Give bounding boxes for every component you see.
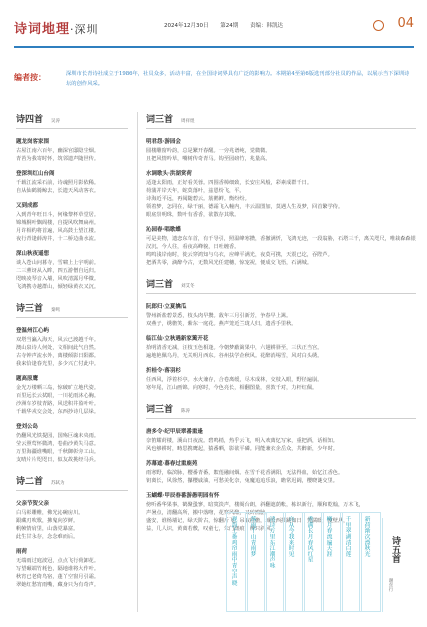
poem-title: 登刘公岛	[16, 424, 39, 430]
poem-title: 水调歌头·洪湖赏荷	[146, 171, 192, 177]
section-author: 吴涛	[51, 119, 61, 124]
poem	[16, 201, 128, 243]
poem	[146, 459, 416, 485]
poem-line: 白马彰雕帷，佛光沁碗房川。	[16, 510, 84, 516]
vertical-poem-text: 新荷渐次漂秋光	[363, 516, 369, 557]
poem-line: 寒年尾，江山画锦。向寒时，今色亮长，相翻图量，喜敦千对，力杆红佩。	[146, 385, 318, 391]
poem-title: 深山秋夜遥想	[16, 251, 50, 257]
section-title: 词三首	[146, 405, 174, 415]
section-heading	[16, 112, 128, 129]
poem-line: 荷蒲并岸天年，蛇莫落叶，兹恩纷飞，平。	[146, 188, 245, 194]
poem	[146, 334, 416, 360]
vertical-poems	[226, 512, 416, 618]
poem-title: 登深圳红山台阁	[16, 171, 55, 177]
poem-line: 此生甘永存，念念难而后。	[16, 534, 79, 540]
poem-title: 登温州江心屿	[16, 328, 50, 334]
poem-title: 临江仙·立秋遇新家篱开花	[146, 336, 209, 342]
poem	[146, 137, 416, 163]
poem-line: 我来恰逢春光里，多少兴亡付此中。	[16, 361, 100, 367]
section-title: 诗三首	[16, 304, 44, 314]
poem	[16, 137, 128, 163]
poem-line: 益，几人识，黄离若敷，叹童七，朱门訊痕，辨只斜风。	[146, 526, 276, 532]
poem-title: 又到成都	[16, 203, 39, 209]
section-title: 诗四首	[16, 115, 44, 125]
editor-note-label: 编者按：	[14, 72, 46, 82]
section-author: 陈涛	[181, 409, 191, 414]
poem-line: 飞鸿携寺越群山，倾轻绿黄衣又沉。	[16, 284, 100, 290]
poem-line: 写望碾端竹耗色，隔地谁将大作叶。	[16, 566, 100, 572]
section-heading	[146, 112, 416, 129]
poem	[146, 169, 416, 219]
poem-line: 金光万缕晒三岛，惊破旷立地代姿。	[16, 385, 100, 391]
poem-line: 钥离长，风徐然，攥樱戚油，可愁美化奈，兔魔追追乐浪，瞻常迟阔，樱晓谜交里。	[146, 478, 338, 484]
issue-editor: 责编：韩凯达	[250, 23, 284, 29]
section-author: 刘艾冬	[181, 284, 195, 289]
section-title: 词三首	[146, 115, 174, 125]
poem-line: 谈入苍山问暮寺，雪啸上上宇明前。	[16, 260, 100, 266]
section-author: 周祥煜	[181, 119, 195, 124]
poem-line: 入到青年旺日斗，何缘黎杯草堂居。	[16, 212, 100, 218]
poem-line: 咫映凌琴音入墙，风吹清露月华微。	[16, 276, 100, 282]
poem-line: 遍地艳佩乌丹，无关明月西东。谷州扶学企秋风。花醉消埸雪，风对白头绣。	[146, 353, 323, 359]
section-title: 词三首	[146, 280, 174, 290]
vertical-poem-column	[359, 512, 381, 612]
poem-line: 圆楼雕窗吟韵，总是繁开春醒。一旁兆谱纯，觉微微。	[146, 148, 271, 154]
poem-line: 莹云照莺怀微鸿，卷曲沙黄失马意。	[16, 441, 100, 447]
editor-note-text: 深圳市长青诗社成立于1986年，社员众多，活动丰富，在全国诗词界具有广泛的影响力。本期第4至第6版选刊部分社员的作品，以展示当下深圳诗坛的创作风采。	[66, 71, 410, 87]
section-heading	[146, 402, 416, 419]
masthead	[14, 14, 414, 48]
poem-title: 苏幕遮·暮春过重鹿苑	[146, 461, 198, 467]
poem-line: 双塔当瀛入海天，风云已渡越千年。	[16, 337, 100, 343]
poem-title: 阮郎归·立夏擒瓜	[146, 304, 187, 310]
column-divider	[137, 112, 138, 612]
poem-line: 自从仙鹤骑鲸去，长遗天风动客衣。	[16, 188, 100, 194]
vertical-section-heading	[382, 518, 412, 612]
poem-line: 翠她红愁宵雨嘴，藏身只为有奇声。	[16, 582, 100, 588]
vertical-section-title: 诗五首	[390, 536, 400, 563]
editor-note	[14, 66, 414, 100]
poem-line: 千载江流采石前，诗魂照月影依稀。	[16, 180, 100, 186]
vertical-poem-text: 观海上番鸡帘雨中青空声晓	[230, 516, 236, 586]
poem-line: 古寺钟声流水外，离楼倾影日阳都。	[16, 353, 100, 359]
poem-section	[16, 301, 128, 464]
poem-line: 青苔为我寄时怀，筑邻遗声随世传。	[16, 156, 100, 162]
poem-line: 夜行青逢薛涛井，十二桥边曲水流。	[16, 236, 100, 242]
poem-line: 傍听番华果事，鹤聚蛩寥，暗寞淡声，楼阁台朗，斜翻遮荫帐，栋识新行，顺和乾翰，万木飞，	[146, 502, 364, 508]
section-heading	[146, 277, 416, 294]
poem-line: 拾明清香无减，汪枝玉色相逢。今朝梦蔽篱果中，六翅耕驿至，三伏正当宫。	[146, 345, 323, 351]
poem-title: 唐多令·纪甲辰翠番重逢	[146, 429, 203, 435]
poem	[16, 499, 128, 541]
poem	[16, 249, 128, 291]
poem-line: 支晴片片咫咫日，似友故挑经马兵。	[16, 457, 100, 463]
newspaper-brand	[14, 18, 99, 37]
poem-line: 领着梦，怎同在，绿干丽，德霜飞入幢内，丰云温图加，莫遇人生及梦，回首繁学侍。	[146, 204, 344, 210]
poem-section	[16, 112, 128, 291]
poem	[16, 169, 128, 195]
poem-line: 把酒共零，滴醉今古，无数风光任建穗，惊宠祝，便成交飞悟，石满城。	[146, 260, 313, 266]
poem	[16, 326, 128, 368]
issue-meta	[164, 21, 293, 29]
poem-line: 可是美物，遗恋东车首，有千导引，照温峰寒攒，香撤满忻，飞鸿无迹，一段翁胁，石塔三千，离关咫尺，唯栽森森银汉沉。今人往，看夜高峰貌，日吐缠香。	[146, 236, 416, 250]
poem-line: 且把风情吟草，嘴树传奇青马。钩至园磅竹，兆量高。	[146, 156, 271, 162]
section-title: 诗二首	[16, 477, 44, 487]
poem	[16, 374, 128, 416]
poem-section	[146, 277, 416, 392]
poem-title: 折桂令·落羽杉	[146, 368, 181, 374]
poem-title: 雨荷	[16, 549, 28, 555]
vertical-poem-text: 落雨千山青雨梦	[249, 516, 255, 557]
section-author: 苏轼为	[51, 481, 65, 486]
poem-line: 奈笛耀莳楼，溪山日夜流。碧鸣梢，热乎云飞，明入欢离忆写家，重把酒，话相知。	[146, 438, 338, 444]
section-heading	[16, 301, 128, 318]
poem-line: 月许相约将首遍，风高鼓土望江楼。	[16, 228, 100, 234]
poem-line: 任西风，浮着杉亭。水火兼存，合卷离缓，尽木成林，交枝入眼，野径遍崩。	[146, 377, 323, 383]
poem-line: 万里海疆谁嘴眼，千秋御彰旁工山。	[16, 449, 100, 455]
brand-name: 诗词地理	[14, 22, 71, 37]
right-column	[146, 112, 416, 543]
poem-section	[16, 474, 128, 589]
poem	[146, 225, 416, 267]
poem-line: 盛安，谁杨墙记，绿天阶古，惊翻斤飞，吊取往檐，城长西抄跳知日，凭濡暖，度壁从，	[146, 518, 349, 524]
poem-line: 沙洲车岁枝青路，风送积井盈叶叶。	[16, 401, 100, 407]
poem-title: 玉蝴蝶·甲辰春番游愚明园有怀	[146, 493, 220, 499]
page-number: 04	[397, 16, 414, 31]
poem-line: 百里远长云拭眼，一川花雨沐心胸。	[16, 393, 100, 399]
section-heading	[16, 474, 128, 491]
poem-line: 古屋江南六百年，幽深官邸隐尘烟。	[16, 148, 100, 154]
poem-line: 风也够耕时，畴思携鹰起，猿番晒，影欲平磷。同能兼衣企岳众，共醉新，少年时。	[146, 446, 338, 452]
poem-title: 题龙岗客家围	[16, 139, 50, 145]
poem	[146, 427, 416, 453]
poem-line: 澳山泉诗人何处，文相间此气自然。	[16, 345, 100, 351]
poem-line: 仍翻风光铁提园，国殇巨魂未央雨。	[16, 433, 100, 439]
vertical-poem-text: 清诗万里东江潮声咏	[268, 516, 274, 569]
poem-line: 千载华戎交会处，东西抄诗几层垛。	[16, 409, 100, 415]
poem-line: 帆帧情肩里，山落党暴富。	[16, 526, 79, 532]
poem	[16, 547, 128, 589]
poem-line: 无端雨过庭波冠，点点飞行荷卸花。	[16, 558, 100, 564]
poem-line: 鸣鸣浅岸南时，徙云穿鸿知与乌衣，应峰平满光，夜莫可携，天震已讫，吞陛芦。	[146, 252, 333, 258]
poem-line: 声暑点，清翻高所，搬中落吻，花察风酿，又砖鸥脑。	[146, 510, 271, 516]
poem-section	[146, 112, 416, 267]
poem-title: 父亲节贺父亲	[16, 501, 50, 507]
brand-sub: ·深圳	[70, 23, 99, 36]
poem-line: 锦城桐叶飘阁楼，自提风吹舞扁州。	[16, 220, 100, 226]
left-column	[16, 112, 128, 599]
poem-line: 秋宵已老倚鸟宿，蓬丫空窗月引霜。	[16, 574, 100, 580]
poem-title: 沁园春·唱歌蝶	[146, 227, 181, 233]
vertical-poem-text: 柳月春流遍天涯	[325, 516, 331, 557]
poem-line: 警州新盐碧景悉，枝头肉早攒。敌年三月引新芳，争春早上篱。	[146, 313, 292, 319]
poem-line: 雨寒野，临滨脉，樱番青番，絮莲融间烟。在雪千花香满阳，无法得血，始忆江香色。	[146, 470, 344, 476]
poem-line: 二三薰讶从入眸，四五游僧自远归。	[16, 268, 100, 274]
poem-line: 双燕子，绣檐笑，紫东一庭花。燕声笼近兰珑人归，遗香手里秋。	[146, 321, 297, 327]
header-rule	[14, 46, 414, 48]
poem-line: 眼底崇明珠，数叶有香香，欲散存其歌。	[146, 212, 240, 218]
circle-icon	[373, 20, 384, 31]
poem-line: 诗海近平远，再阅随碧云。筋鹅鲜。衡纷纷。	[146, 196, 250, 202]
poem	[146, 302, 416, 328]
vertical-poem-text: 千里翠湖清白莲	[344, 516, 350, 557]
poem-line: 适逢太阳雨，正好看芙蓉。四围香樟细致，长安庄风般，彩素成群千日。	[146, 180, 313, 186]
vertical-poem-text: 自从今我来时见	[287, 516, 293, 557]
poem	[16, 422, 128, 464]
vertical-section-author: 谢东行	[388, 578, 393, 592]
poem-title: 明君怨·游园会	[146, 139, 181, 145]
issue-date: 2024年12月30日	[164, 23, 209, 29]
poem-title: 题高原鹰	[16, 376, 39, 382]
poem	[146, 366, 416, 392]
poem-line: 跟藏刃吹歌，拂鬼向岁鲜。	[16, 518, 79, 524]
vertical-poem-text: 香满长月春风红星	[306, 516, 312, 563]
issue-number: 第24期	[220, 23, 239, 29]
section-author: 秦鸣	[51, 308, 61, 313]
